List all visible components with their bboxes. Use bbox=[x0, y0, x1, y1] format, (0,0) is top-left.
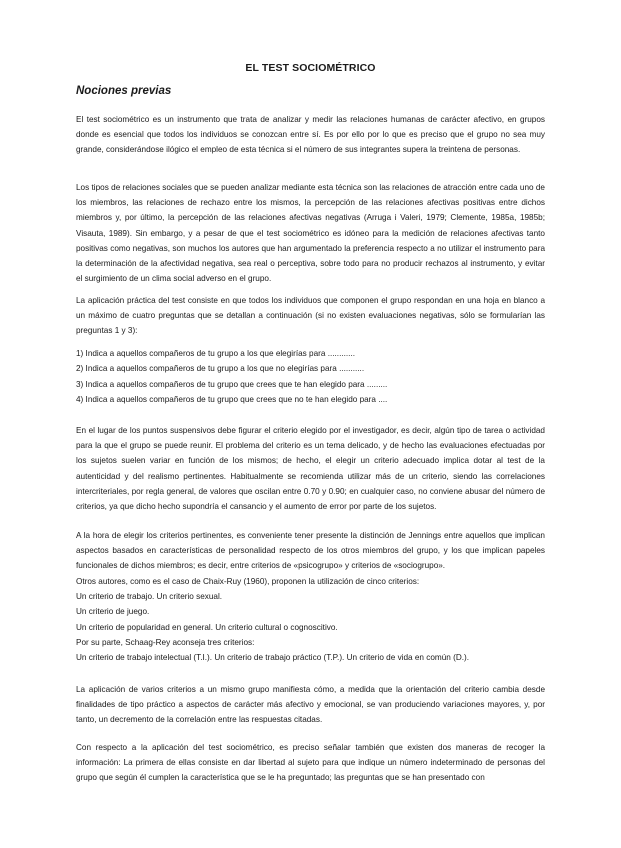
question-list bbox=[76, 346, 545, 408]
criteria-line: Un criterio de trabajo. Un criterio sexual. bbox=[76, 592, 223, 602]
paragraph-relation-types: Los tipos de relaciones sociales que se pueden analizar mediante esta técnica son las relaciones de atracción entre cada uno de los miembros, las relaciones de rechazo entre los mismos, la percepción de las relaciones afectivas positivas entre dichos miembros y, por último, la percepción de las relaciones afectivas negativas (Arruga i Valeri, 1979; Clemente, 1985a, 1985b; Visauta, 1989). Sin embargo, y a pesar de que el test sociométrico es idóneo para la medición de relaciones afectivas tanto positivas como negativas, son muchos los autores que han argumentado la preferencia respecto a no utilizar el instrumento para la determinación de la afectividad negativa, sea real o perceptiva, sobre todo para no producir rechazos al instrumento, y evitar el surgimiento de un clima social adverso en el grupo. bbox=[76, 183, 545, 284]
question-item: 3) Indica a aquellos compañeros de tu grupo que crees que te han elegido para ......... bbox=[76, 379, 388, 389]
section-heading: Nociones previas bbox=[76, 85, 172, 97]
criteria-line: Un criterio de popularidad en general. Un criterio cultural o cognoscitivo. bbox=[76, 622, 338, 632]
paragraph-application: La aplicación práctica del test consiste en que todos los individuos que componen el grupo respondan en una hoja en blanco a un máximo de cuatro preguntas que se detallan a continuación (si no existen evaluaciones negativas, sólo se formularían las preguntas 1 y 3): bbox=[76, 296, 545, 336]
paragraph-jennings: A la hora de elegir los criterios pertinentes, es conveniente tener presente la distinción de Jennings entre aquellos que implican aspectos basados en características de personalidad respecto de los otros miembros del grupo, y los que implican papeles funcionales de dichos miembros; es decir, entre criterios de «psicogrupo» y criterios de «sociogrupo». bbox=[76, 531, 545, 571]
question-item: 2) Indica a aquellos compañeros de tu grupo a los que no elegirías para ........... bbox=[76, 364, 365, 374]
criteria-line: Un criterio de juego. bbox=[76, 607, 150, 617]
criteria-line: Por su parte, Schaag-Rey aconseja tres criterios: bbox=[76, 637, 255, 647]
criteria-line: Un criterio de trabajo intelectual (T.I.). Un criterio de trabajo práctico (T.P.). Un criterio de vida en común (D.). bbox=[76, 653, 470, 663]
paragraph-varios-criterios: La aplicación de varios criterios a un mismo grupo manifiesta cómo, a medida que la orientación del criterio cambia desde finalidades de tipo práctico a aspectos de carácter más afectivo y emocional, se van produciendo variaciones mayores, y, por tanto, un decremento de la correlación entre las respuestas citadas. bbox=[76, 685, 545, 725]
question-item: 1) Indica a aquellos compañeros de tu grupo a los que elegirías para ............ bbox=[76, 349, 355, 358]
question-item: 4) Indica a aquellos compañeros de tu grupo que crees que no te han elegido para .... bbox=[76, 395, 388, 405]
document-title: EL TEST SOCIOMÉTRICO bbox=[245, 62, 376, 74]
paragraph-definition: El test sociométrico es un instrumento que trata de analizar y medir las relaciones humanas de carácter afectivo, en grupos donde es esencial que todos los individuos se conozcan entre sí. Es por ello por lo que es preciso que el grupo no sea muy grande, considerándose ilógico el empleo de esta técnica si el número de sus integrantes supera la treintena de personas. bbox=[76, 115, 545, 155]
paragraph-criterion: En el lugar de los puntos suspensivos debe figurar el criterio elegido por el investigador, es decir, algún tipo de tarea o actividad para la que el grupo se puede reunir. El problema del criterio es un tema delicado, y de hecho las evaluaciones efectuadas por los sujetos suelen variar en función de los mismos; de hecho, el elegir un criterio adecuado implica dotar al test de la autenticidad y del realismo pertinentes. Habitualmente se recomienda utilizar más de un criterio, siendo las correlaciones intercriteriales, por regla general, de valores que oscilan entre 0.70 y 0.90; en cualquier caso, no conviene abusar del número de criterios, ya que dicho hecho supondría el cansancio y el aumento de error por parte de los sujetos. bbox=[76, 426, 545, 512]
criteria-line: Otros autores, como es el caso de Chaix-Ruy (1960), proponen la utilización de cinco criterios: bbox=[76, 577, 420, 586]
paragraph-recoger-informacion: Con respecto a la aplicación del test sociométrico, es preciso señalar también que existen dos maneras de recoger la información: La primera de ellas consiste en dar libertad al sujeto para que indique un número indeterminado de personas del grupo que según él cumplen la característica que se le ha preguntado; las preguntas que se han presentado con bbox=[76, 743, 545, 783]
criteria-block bbox=[76, 574, 545, 665]
